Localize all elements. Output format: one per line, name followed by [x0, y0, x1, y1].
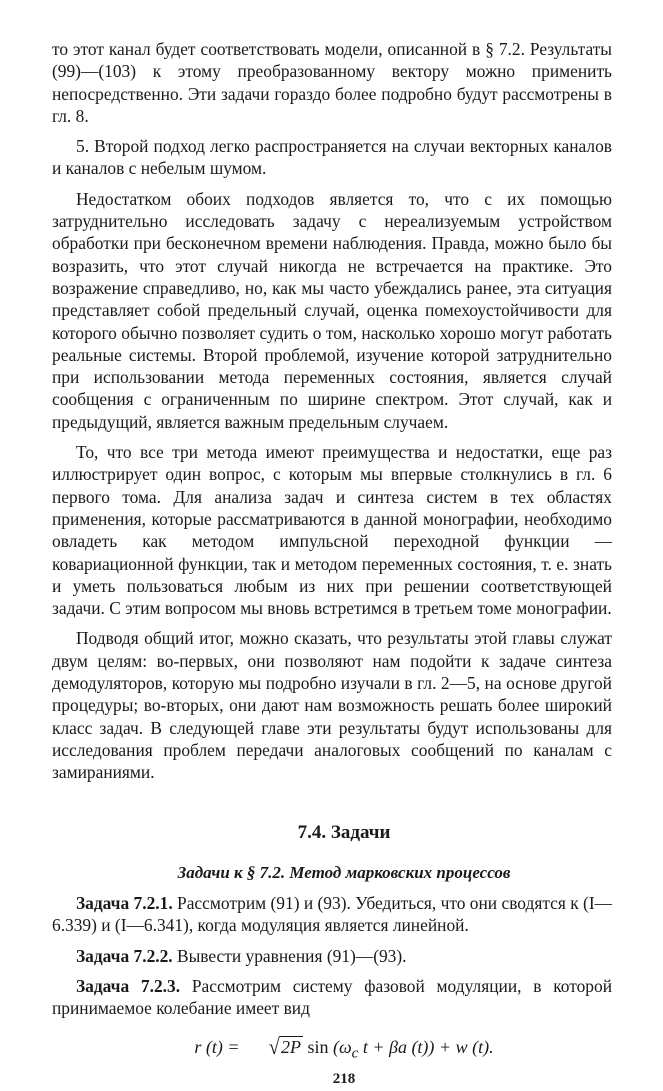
section-heading: 7.4. Задачи	[297, 821, 391, 843]
formula-received-signal	[52, 1036, 612, 1065]
formula-sin: sin	[307, 1036, 329, 1057]
paragraph-drawbacks: Недостатком обоих подходов является то, что с их помощью затруднительно исследовать задачу с нереализуемым устройством обработки при бесконечном времени наблюдения. Правда, можно было бы возразить, что этот случай никогда не встречается на практике. Это возражение справедливо, но, как мы часто убеждались ранее, эта ситуация представляет собой предельный случай, оценка помехоустойчивости для которого обычно позволяет судить о том, насколько хорошо могут работать реальные системы. Второй проблемой, изучение которой затруднительно при использовании метода переменных состояния, является случай сообщения с ограниченным по ширине спектром. Этот случай, как и предыдущий, является важным предельным случаем.	[52, 188, 612, 432]
task-text: Рассмотрим систему фазовой модуляции, в которой принимаемое колебание имеет вид	[52, 975, 612, 1019]
task-label: Задача 7.2.1.	[76, 893, 173, 914]
paragraph-summary: Подводя общий итог, можно сказать, что результаты этой главы служат двум целям: во-первых, они позволяют нам подойти к задаче синтеза демодуляторов, которую мы подробно изучали в гл. 2—5, на основе другой процедуры; во-вторых, они дают нам возможность решать более широкий класс задач. В следующей главе эти результаты будут использованы для исследования проблем передачи аналоговых сообщений по каналам с замираниями.	[52, 628, 612, 783]
paragraph-three-methods: То, что все три метода имеют преимущества и недостатки, еще раз иллюстрирует один вопрос, с которым мы впервые столкнулись в гл. 6 первого тома. Для анализа задач и синтеза систем в тех областях применения, которые рассматриваются в данной монографии, необходимо овладеть как методом импульсной переходной функции — ковариационной функции, так и методом переменных состояния, т. е. знать и уметь пользоваться любым из них при решении соответствующей задачи. С этим вопросом мы вновь встретимся в третьем томе монографии.	[52, 442, 612, 619]
task-text: Рассмотрим (91) и (93). Убедиться, что они сводятся к (I—6.339) и (I—6.341), когда модуляция является линейной.	[52, 893, 612, 936]
page-number: 218	[332, 1071, 356, 1088]
formula-arg-open: (ω	[328, 1036, 352, 1057]
paragraph-continuation: то этот канал будет соответствовать модели, описанной в § 7.2. Результаты (99)—(103) к этому преобразованному вектору можно применить непосредственно. Эти задачи гораздо более подробно будут рассмотрены в гл. 8.	[52, 39, 612, 126]
page-body	[52, 38, 612, 1091]
formula-subscript: c	[351, 1045, 359, 1062]
paragraph-item-5: 5. Второй подход легко распространяется на случаи векторных каналов и каналов с небелым шумом.	[52, 136, 612, 179]
task-7-2-1	[52, 892, 612, 937]
task-text: Вывести уравнения (91)—(93).	[172, 945, 407, 966]
formula-arg-rest: t + βa (t)) + w (t).	[358, 1036, 494, 1057]
formula-lhs: r (t) =	[194, 1036, 245, 1057]
formula-radicand: 2P	[280, 1036, 301, 1057]
task-label: Задача 7.2.3.	[76, 975, 181, 996]
task-label: Задача 7.2.2.	[76, 945, 173, 966]
subsection-heading: Задачи к § 7.2. Метод марковских процессов	[177, 862, 511, 882]
task-7-2-3	[52, 975, 612, 1020]
sqrt-symbol: √	[268, 1034, 280, 1059]
task-7-2-2	[52, 945, 612, 967]
